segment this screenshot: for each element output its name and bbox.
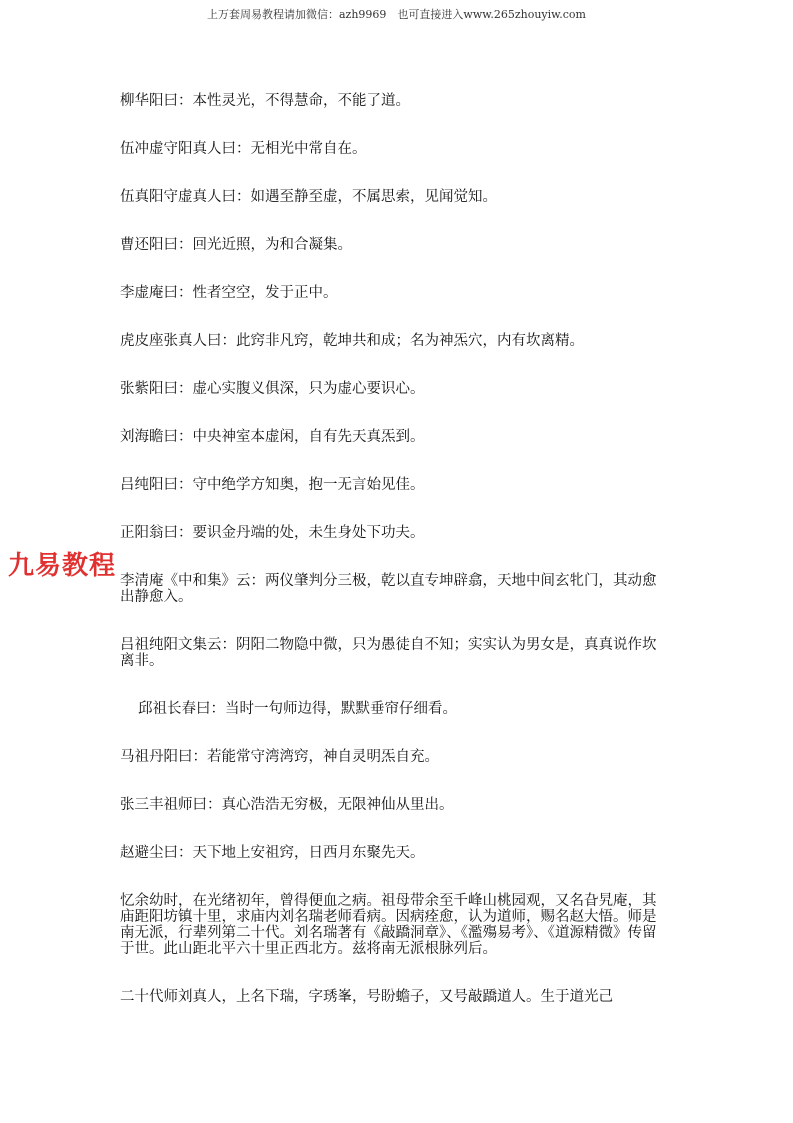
- paragraph: 吕纯阳曰：守中绝学方知奥，抱一无言始见佳。: [120, 477, 425, 493]
- document-body: [120, 93, 666, 1037]
- paragraph: 伍冲虚守阳真人曰：无相光中常自在。: [120, 141, 367, 157]
- paragraph: 马祖丹阳曰：若能常守湾湾窍，神自灵明炁自充。: [120, 749, 439, 765]
- paragraph: 刘海瞻曰：中央神室本虚闲，自有先天真炁到。: [120, 429, 425, 445]
- paragraph: 正阳翁曰：要识金丹端的处，未生身处下功夫。: [120, 525, 425, 541]
- watermark-logo: 九易教程: [8, 551, 117, 581]
- paragraph: 忆余幼时，在光绪初年，曾得便血之病。祖母带余至千峰山桃园观，又名旮旯庵，其庙距阳坊镇十里，求庙内刘名瑞老师看病。因病痊愈，认为道师，赐名赵大悟。师是南无派，行辈列第二十代。刘名瑞著有《敲蹻洞章》、《濫殤易考》、《道源精微》传留于世。此山距北平六十里正西北方。兹将南无派根脉列后。: [120, 893, 657, 957]
- paragraph: 邱祖长春曰：当时一句师边得，默默垂帘仔细看。: [138, 701, 457, 717]
- paragraph: 赵避尘曰：天下地上安祖窍，日西月东聚先天。: [120, 845, 425, 861]
- paragraph: 张紫阳曰：虚心实腹义俱深，只为虚心要识心。: [120, 381, 425, 397]
- paragraph: 曹还阳曰：回光近照，为和合凝集。: [120, 237, 352, 253]
- paragraph: 吕祖纯阳文集云：阴阳二物隐中微，只为愚徒自不知；实实认为男女是，真真说作坎离非。: [120, 637, 657, 669]
- paragraph: 二十代师刘真人，上名下瑞，字琇峯，号盼蟾子，又号敲蹻道人。生于道光己: [120, 989, 613, 1005]
- paragraph: 柳华阳曰：本性灵光，不得慧命，不能了道。: [120, 93, 410, 109]
- paragraph: 张三丰祖师曰：真心浩浩无穷极，无限神仙从里出。: [120, 797, 454, 813]
- paragraph: 李清庵《中和集》云：两仪肇判分三极，乾以直专坤辟翕，天地中间玄牝门，其动愈出静愈入。: [120, 573, 657, 605]
- paragraph: 虎皮座张真人曰：此窍非凡窍，乾坤共和成；名为神炁穴，内有坎离精。: [120, 333, 584, 349]
- paragraph: 伍真阳守虚真人曰：如遇至静至虚，不属思索，见闻觉知。: [120, 189, 497, 205]
- page-header: 上万套周易教程请加微信：azh9969 也可直接进入www.265zhouyiw.com: [206, 8, 586, 21]
- paragraph: 李虚庵曰：性者空空，发于正中。: [120, 285, 338, 301]
